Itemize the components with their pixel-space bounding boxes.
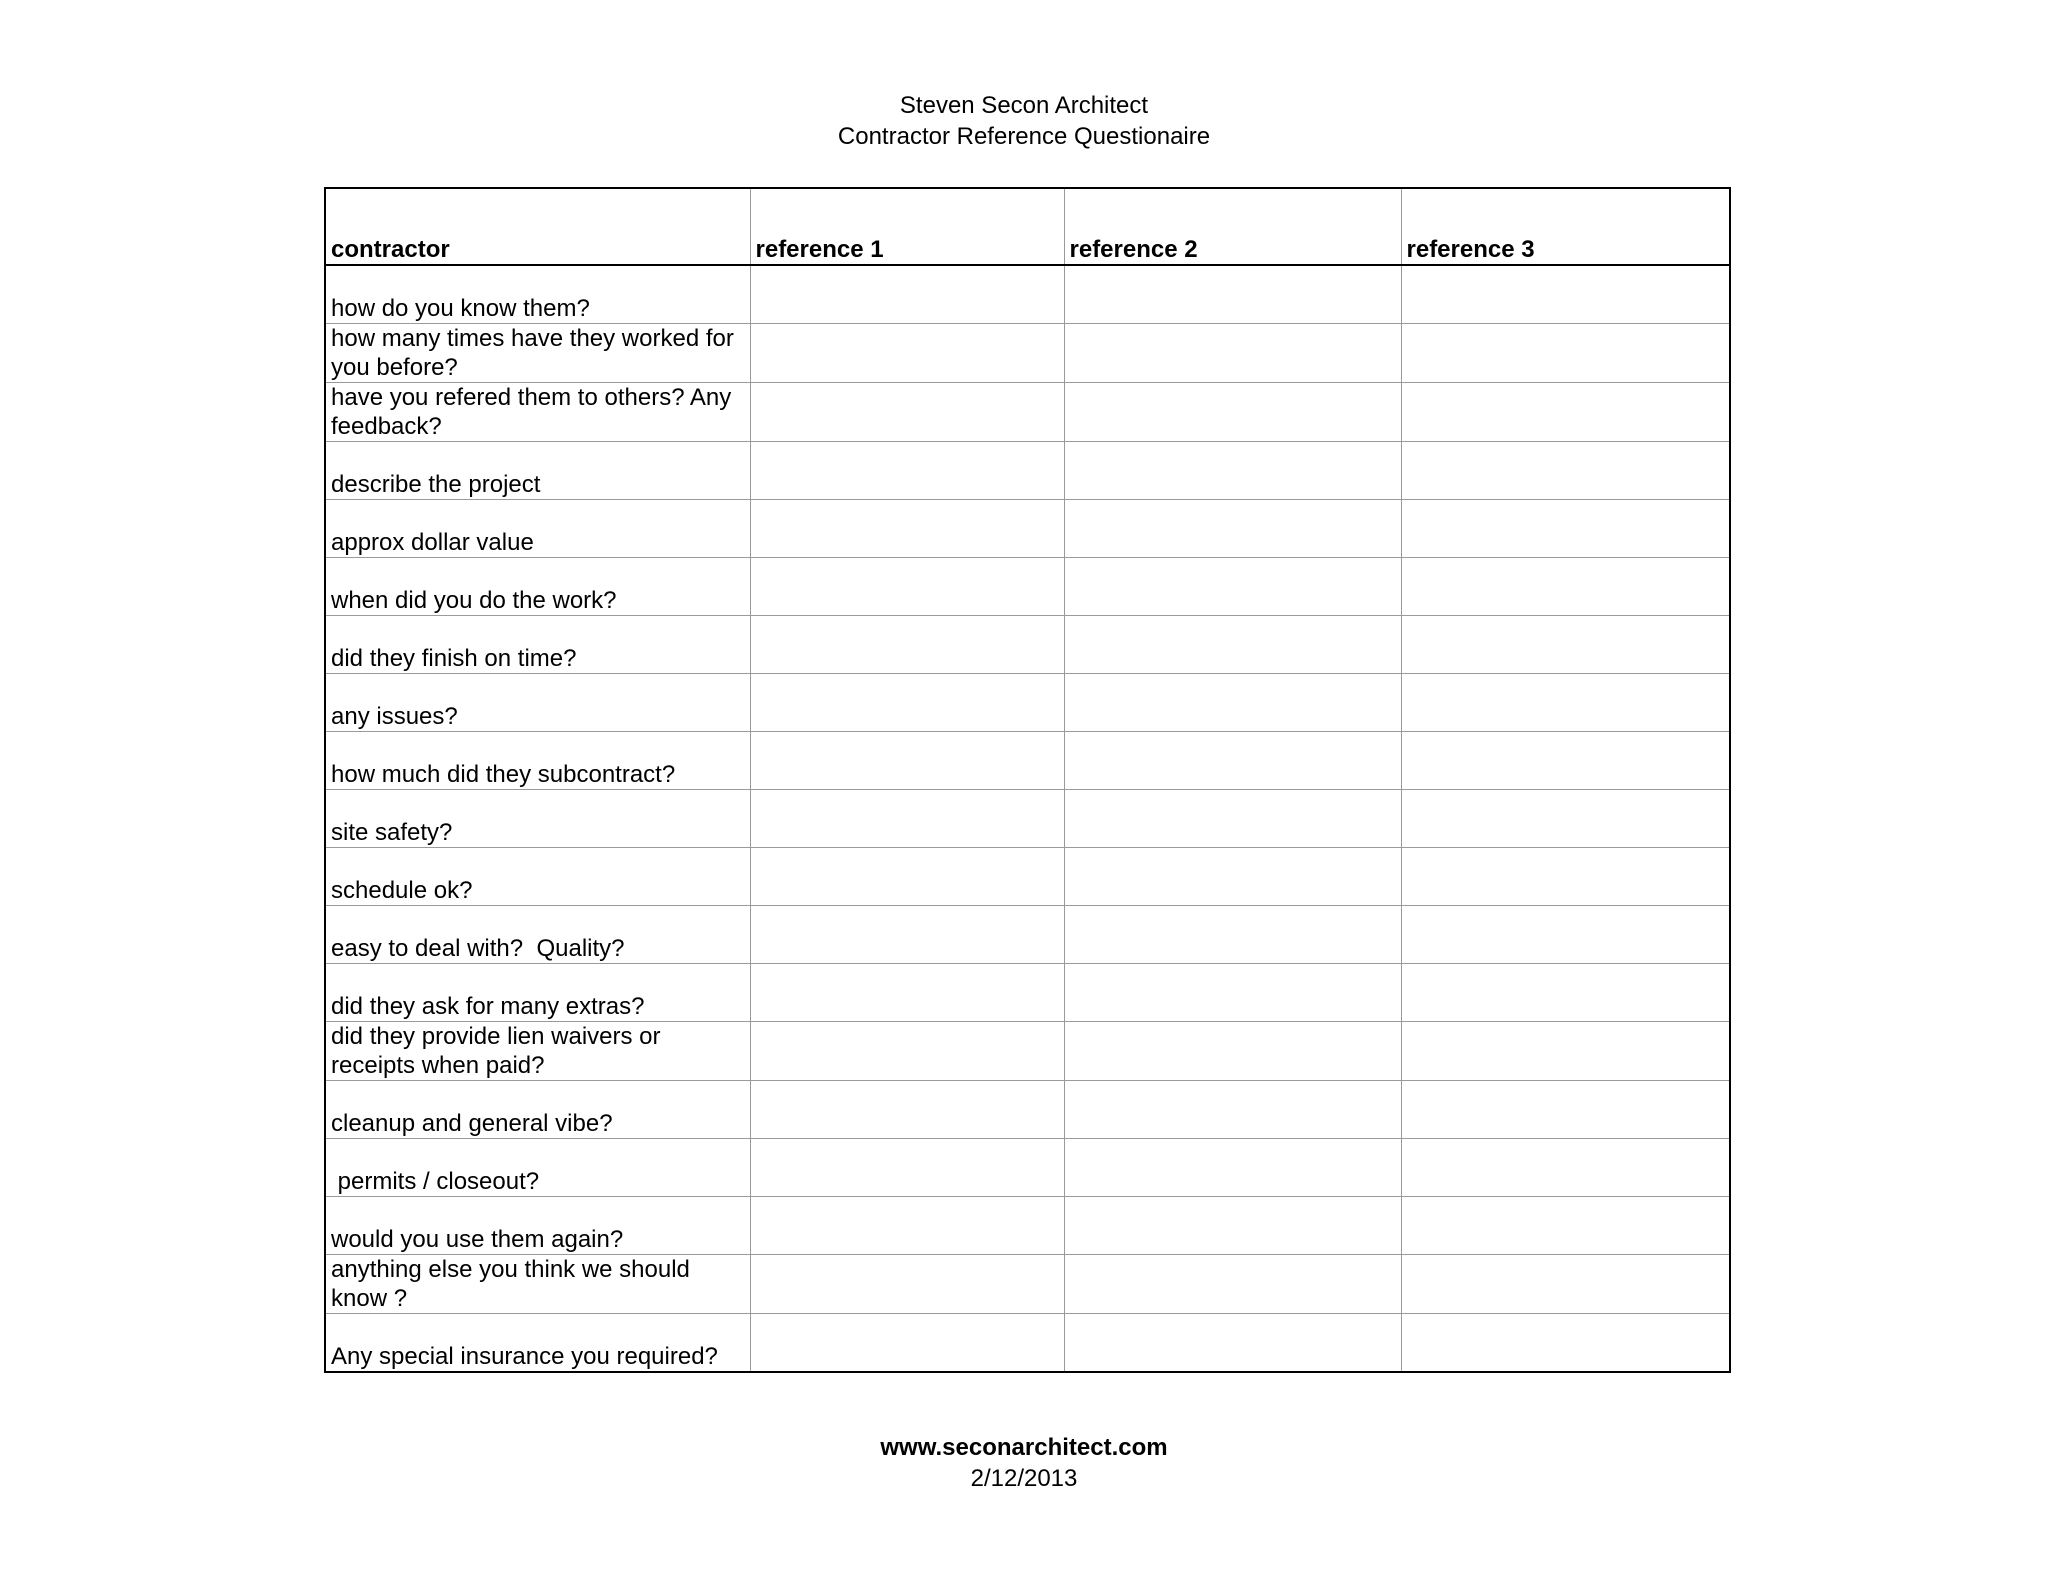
reference-1-answer-cell[interactable] [750,732,1064,790]
question-row [325,674,1730,732]
question-cell [325,906,750,964]
question-text: how many times have they worked for you before? [331,325,741,381]
question-text: schedule ok? [331,877,473,904]
question-row [325,1022,1730,1081]
reference-3-answer-cell[interactable] [1401,442,1730,500]
reference-1-answer-cell[interactable] [750,1314,1064,1373]
document-footer [0,1432,2048,1494]
question-cell [325,674,750,732]
reference-2-answer-cell[interactable] [1064,1081,1401,1139]
reference-3-answer-cell[interactable] [1401,674,1730,732]
website-link[interactable]: www.seconarchitect.com [880,1434,1168,1461]
reference-2-answer-cell[interactable] [1064,790,1401,848]
reference-3-answer-cell[interactable] [1401,1314,1730,1373]
reference-2-answer-cell[interactable] [1064,383,1401,442]
reference-2-answer-cell[interactable] [1064,324,1401,383]
question-row [325,616,1730,674]
question-cell [325,964,750,1022]
question-row [325,1081,1730,1139]
reference-1-answer-cell[interactable] [750,964,1064,1022]
reference-3-answer-cell[interactable] [1401,1139,1730,1197]
question-text: anything else you think we should know ? [331,1256,697,1312]
reference-3-answer-cell[interactable] [1401,616,1730,674]
question-cell [325,732,750,790]
reference-3-answer-cell[interactable] [1401,732,1730,790]
reference-3-answer-cell[interactable] [1401,383,1730,442]
question-row [325,848,1730,906]
firm-name: Steven Secon Architect [899,92,1149,119]
reference-3-answer-cell[interactable] [1401,1255,1730,1314]
question-cell [325,324,750,383]
reference-1-answer-cell[interactable] [750,442,1064,500]
question-row [325,500,1730,558]
reference-3-answer-cell[interactable] [1401,1022,1730,1081]
question-cell [325,500,750,558]
reference-3-answer-cell[interactable] [1401,1197,1730,1255]
reference-3-answer-cell[interactable] [1401,500,1730,558]
question-text: easy to deal with? Quality? [331,935,625,962]
question-rows [325,265,1730,1372]
reference-1-answer-cell[interactable] [750,674,1064,732]
reference-2-answer-cell[interactable] [1064,1139,1401,1197]
question-text: permits / closeout? [331,1168,540,1195]
reference-3-answer-cell[interactable] [1401,790,1730,848]
reference-3-answer-cell[interactable] [1401,964,1730,1022]
question-cell [325,1139,750,1197]
question-row [325,1197,1730,1255]
question-text: site safety? [331,819,453,846]
reference-1-answer-cell[interactable] [750,265,1064,324]
question-text: how much did they subcontract? [331,761,676,788]
question-row [325,1139,1730,1197]
question-cell [325,265,750,324]
reference-3-answer-cell[interactable] [1401,848,1730,906]
question-cell [325,1255,750,1314]
question-text: did they ask for many extras? [331,993,645,1020]
reference-3-answer-cell[interactable] [1401,324,1730,383]
reference-2-answer-cell[interactable] [1064,1314,1401,1373]
reference-1-answer-cell[interactable] [750,383,1064,442]
question-cell [325,1314,750,1373]
header-row [325,188,1730,265]
column-header-reference-3: reference 3 [1401,188,1730,265]
question-row [325,906,1730,964]
reference-2-answer-cell[interactable] [1064,674,1401,732]
question-text: describe the project [331,471,541,498]
question-cell [325,790,750,848]
question-cell [325,1197,750,1255]
question-text: when did you do the work? [331,587,617,614]
reference-2-answer-cell[interactable] [1064,442,1401,500]
document-date: 2/12/2013 [970,1465,1078,1492]
question-row [325,732,1730,790]
reference-2-answer-cell[interactable] [1064,964,1401,1022]
reference-1-answer-cell[interactable] [750,500,1064,558]
reference-2-answer-cell[interactable] [1064,848,1401,906]
question-cell [325,442,750,500]
reference-2-answer-cell[interactable] [1064,500,1401,558]
question-row [325,790,1730,848]
questionnaire-table [324,187,1731,1373]
reference-3-answer-cell[interactable] [1401,265,1730,324]
reference-3-answer-cell[interactable] [1401,906,1730,964]
question-row [325,1314,1730,1373]
question-text: did they provide lien waivers or receipts when paid? [331,1023,668,1079]
question-text: any issues? [331,703,458,730]
reference-2-answer-cell[interactable] [1064,558,1401,616]
question-text: how do you know them? [331,295,590,322]
question-row [325,324,1730,383]
document-title: Contractor Reference Questionaire [837,123,1211,150]
reference-2-answer-cell[interactable] [1064,265,1401,324]
reference-1-answer-cell[interactable] [750,1139,1064,1197]
column-header-reference-2: reference 2 [1064,188,1401,265]
reference-2-answer-cell[interactable] [1064,1022,1401,1081]
reference-2-answer-cell[interactable] [1064,732,1401,790]
reference-1-answer-cell[interactable] [750,1022,1064,1081]
question-cell [325,848,750,906]
question-text: would you use them again? [331,1226,624,1253]
reference-1-answer-cell[interactable] [750,1255,1064,1314]
question-row [325,1255,1730,1314]
question-text: approx dollar value [331,529,534,556]
reference-1-answer-cell[interactable] [750,616,1064,674]
reference-2-answer-cell[interactable] [1064,1197,1401,1255]
question-cell [325,558,750,616]
reference-1-answer-cell[interactable] [750,848,1064,906]
question-cell [325,383,750,442]
question-row [325,558,1730,616]
question-row [325,383,1730,442]
reference-3-answer-cell[interactable] [1401,1081,1730,1139]
reference-1-answer-cell[interactable] [750,790,1064,848]
reference-1-answer-cell[interactable] [750,558,1064,616]
question-cell [325,1081,750,1139]
reference-3-answer-cell[interactable] [1401,558,1730,616]
reference-1-answer-cell[interactable] [750,1081,1064,1139]
question-row [325,442,1730,500]
question-text: Any special insurance you required? [331,1343,718,1370]
column-header-reference-1: reference 1 [750,188,1064,265]
question-row [325,265,1730,324]
question-row [325,964,1730,1022]
reference-1-answer-cell[interactable] [750,324,1064,383]
question-text: cleanup and general vibe? [331,1110,613,1137]
reference-1-answer-cell[interactable] [750,1197,1064,1255]
reference-2-answer-cell[interactable] [1064,616,1401,674]
reference-1-answer-cell[interactable] [750,906,1064,964]
column-header-contractor: contractor [325,188,750,265]
reference-2-answer-cell[interactable] [1064,906,1401,964]
question-text: have you refered them to others? Any feedback? [331,384,738,440]
question-text: did they finish on time? [331,645,577,672]
question-cell [325,616,750,674]
reference-2-answer-cell[interactable] [1064,1255,1401,1314]
question-cell [325,1022,750,1081]
document-header [0,90,2048,152]
